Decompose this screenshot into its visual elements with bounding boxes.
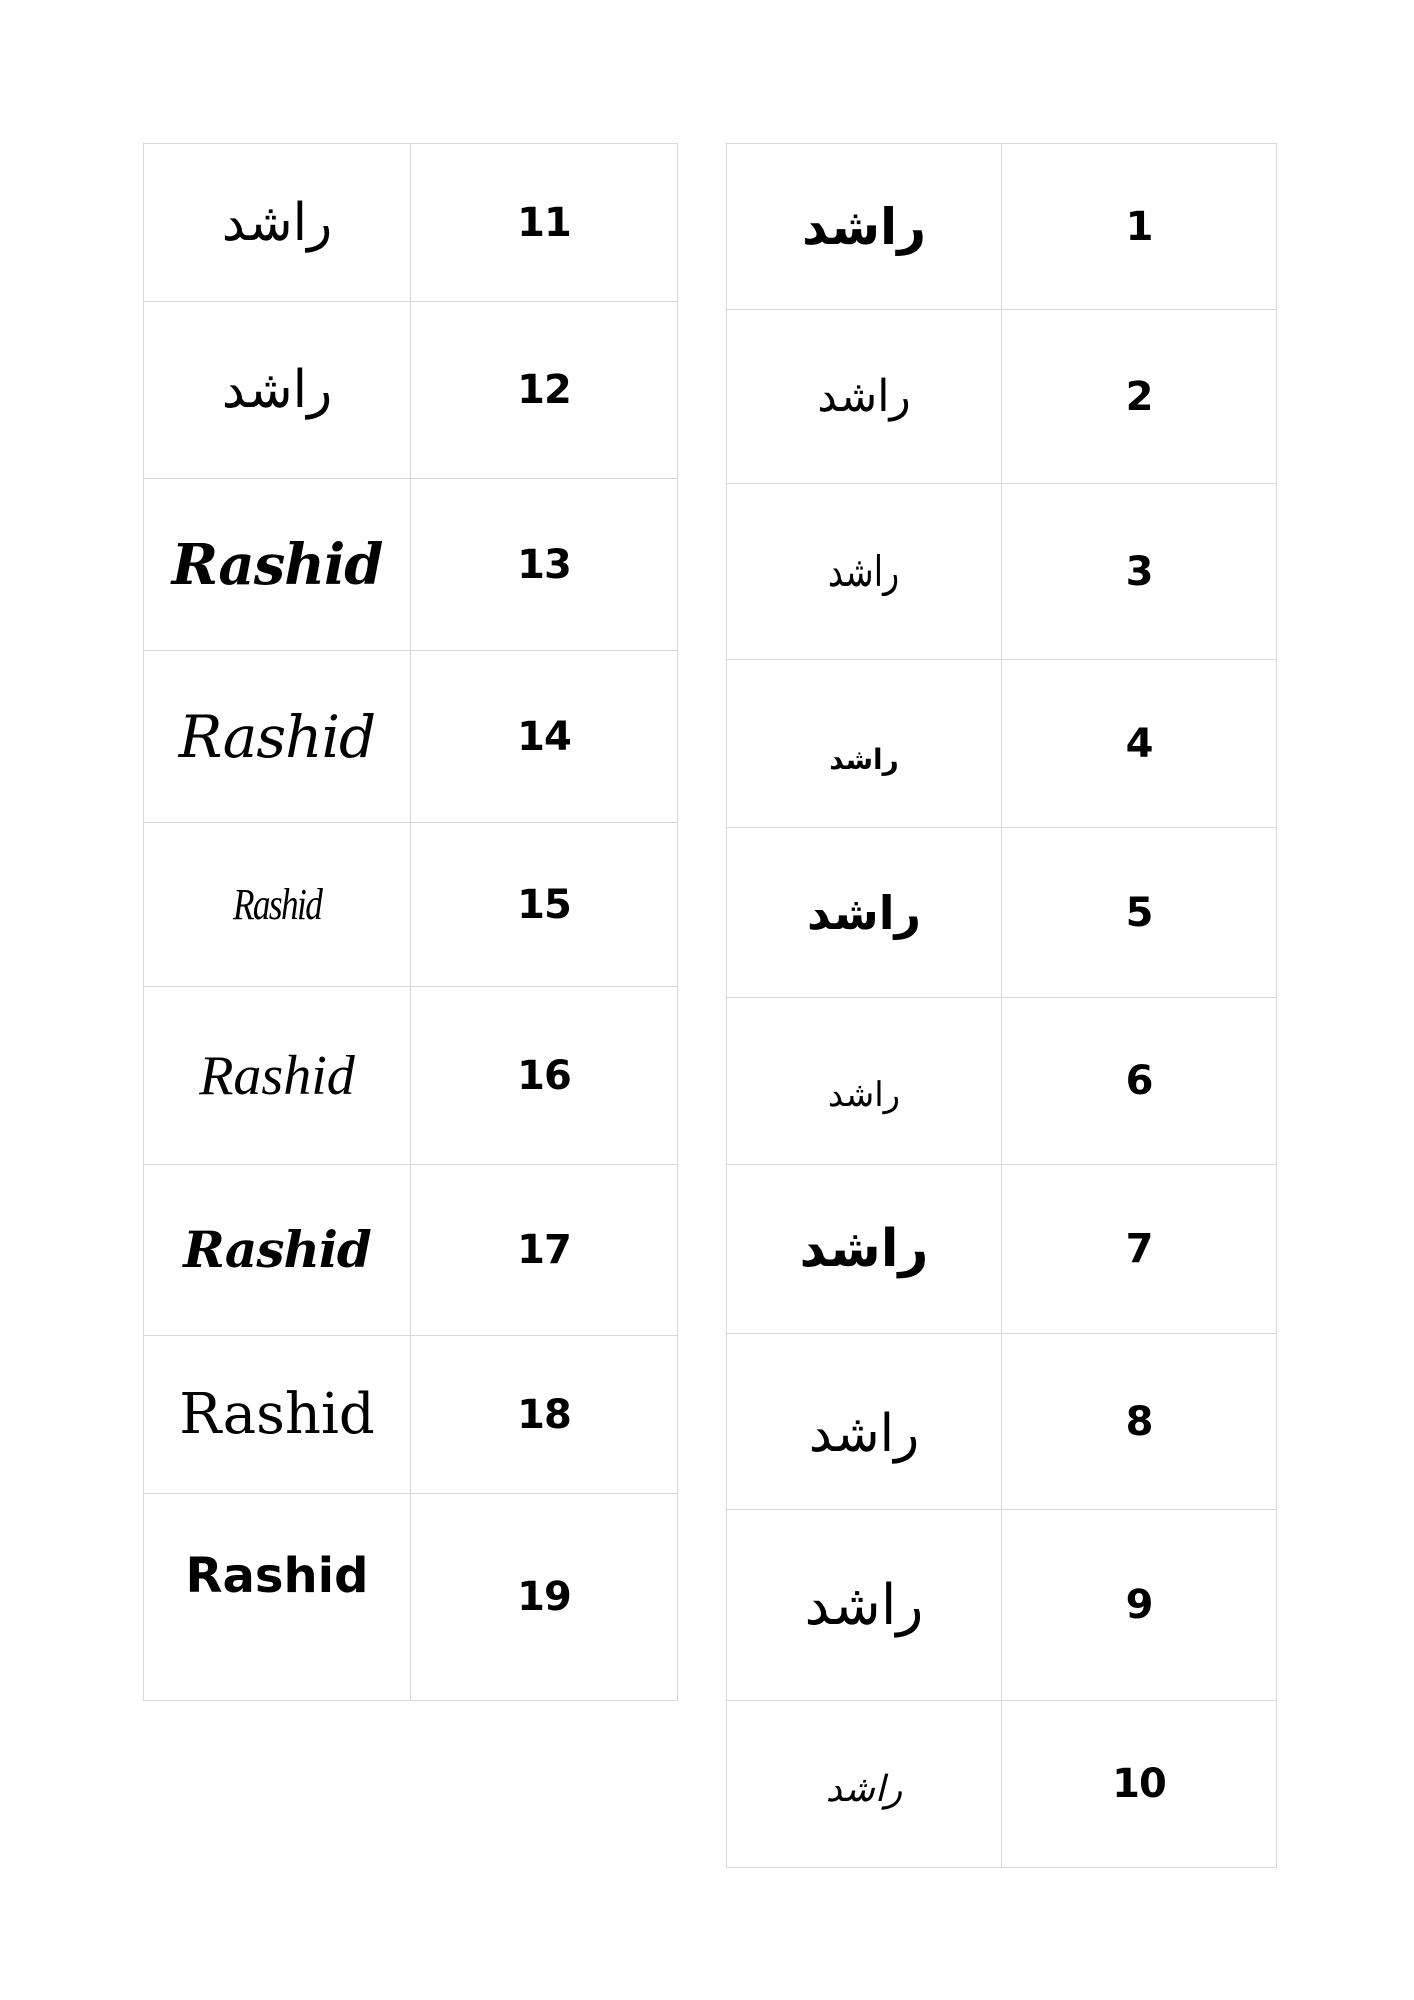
name-cell — [144, 144, 411, 302]
table-row — [144, 1494, 678, 1701]
sample-number: 4 — [1125, 720, 1153, 767]
name-cell — [144, 1336, 411, 1494]
name-cell — [727, 484, 1002, 660]
number-cell — [411, 1165, 678, 1336]
number-cell — [411, 144, 678, 302]
name-sample: راشد — [808, 1403, 920, 1464]
sample-number: 8 — [1125, 1398, 1153, 1445]
name-sample: Rashid — [183, 1220, 371, 1279]
name-sample: Rashid — [199, 1044, 355, 1107]
number-cell — [1002, 828, 1277, 998]
name-cell — [144, 823, 411, 987]
sample-number: 7 — [1125, 1226, 1153, 1272]
number-cell — [1002, 660, 1277, 828]
number-cell — [1002, 310, 1277, 484]
name-sample: راشد — [802, 197, 926, 256]
name-sample: Rashid — [178, 702, 376, 771]
name-sample: راشد — [804, 1573, 924, 1636]
name-cell — [727, 1334, 1002, 1510]
table-row — [144, 479, 678, 651]
name-sample: راشد — [829, 742, 899, 776]
number-cell — [411, 1494, 678, 1701]
name-sample: راشد — [221, 193, 333, 252]
name-samples-table-right — [726, 143, 1277, 1868]
name-cell — [144, 1165, 411, 1336]
name-cell — [144, 651, 411, 823]
table-row — [727, 1165, 1277, 1334]
number-cell — [411, 987, 678, 1165]
sample-number: 13 — [517, 541, 571, 588]
table-row — [144, 651, 678, 823]
name-sample: راشد — [817, 371, 911, 421]
name-cell — [727, 1701, 1002, 1868]
table-row — [727, 484, 1277, 660]
sample-number: 3 — [1125, 548, 1153, 595]
name-cell — [727, 998, 1002, 1165]
number-cell — [411, 823, 678, 987]
number-cell — [411, 651, 678, 823]
table-row — [144, 1336, 678, 1494]
name-sample: راشد — [799, 1219, 929, 1279]
name-cell — [727, 310, 1002, 484]
table-row — [727, 1334, 1277, 1510]
table-row — [144, 302, 678, 479]
name-cell — [144, 302, 411, 479]
table-row — [727, 998, 1277, 1165]
name-sample: Rashid — [185, 1548, 369, 1604]
number-cell — [1002, 1334, 1277, 1510]
sample-number: 14 — [517, 713, 571, 760]
number-cell — [1002, 484, 1277, 660]
number-cell — [1002, 1510, 1277, 1701]
table-row — [144, 987, 678, 1165]
sample-number: 2 — [1125, 373, 1153, 420]
table-row — [144, 144, 678, 302]
sample-number: 5 — [1125, 889, 1153, 936]
number-cell — [1002, 1701, 1277, 1868]
table-row — [727, 144, 1277, 310]
number-cell — [1002, 998, 1277, 1165]
table-row — [727, 660, 1277, 828]
name-sample: راشد — [806, 885, 922, 940]
table-row — [727, 1701, 1277, 1868]
sample-number: 19 — [517, 1574, 571, 1620]
name-cell — [144, 479, 411, 651]
table-row — [727, 828, 1277, 998]
name-sample: راشد — [828, 546, 900, 596]
number-cell — [1002, 144, 1277, 310]
table-row — [727, 1510, 1277, 1701]
sample-number: 12 — [517, 367, 571, 413]
name-cell — [144, 987, 411, 1165]
sample-number: 11 — [517, 199, 571, 246]
sample-number: 18 — [517, 1391, 571, 1438]
number-cell — [411, 302, 678, 479]
sample-number: 15 — [517, 881, 571, 928]
number-cell — [411, 1336, 678, 1494]
sample-number: 6 — [1125, 1058, 1153, 1104]
number-cell — [1002, 1165, 1277, 1334]
sample-number: 10 — [1112, 1761, 1166, 1807]
name-sample: راشد — [221, 361, 333, 419]
table-row — [144, 823, 678, 987]
sample-number: 9 — [1125, 1582, 1153, 1628]
sample-number: 16 — [517, 1052, 571, 1099]
name-cell — [144, 1494, 411, 1701]
table-row — [727, 310, 1277, 484]
sample-number: 17 — [517, 1227, 571, 1273]
table-row — [144, 1165, 678, 1336]
name-cell — [727, 144, 1002, 310]
name-sample: راشد — [827, 1075, 901, 1115]
name-cell — [727, 1510, 1002, 1701]
name-cell — [727, 660, 1002, 828]
name-sample: Rashid — [232, 879, 322, 929]
name-sample: Rashid — [179, 1381, 375, 1447]
number-cell — [411, 479, 678, 651]
name-sample: Rashid — [171, 531, 383, 598]
name-samples-table-left — [143, 143, 678, 1701]
name-cell — [727, 1165, 1002, 1334]
name-sample: راشد — [825, 1769, 903, 1810]
name-cell — [727, 828, 1002, 998]
sample-number: 1 — [1125, 203, 1153, 250]
